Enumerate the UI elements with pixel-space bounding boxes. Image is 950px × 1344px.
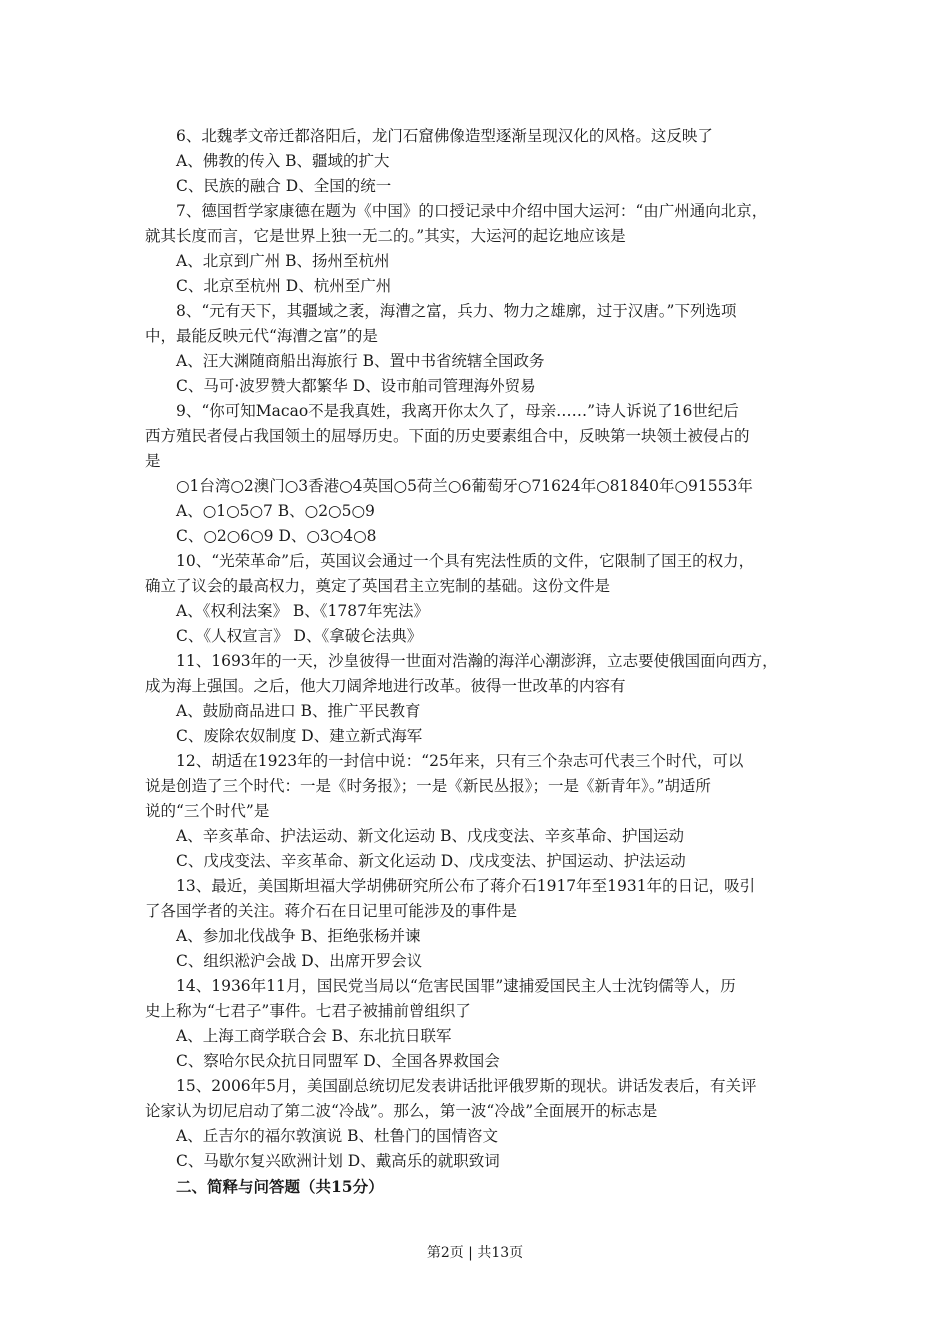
text-line: A、丘吉尔的福尔敦演说 B、杜鲁门的国情咨文: [176, 1127, 499, 1145]
text-line: A、鼓励商品进口 B、推广平民教育: [176, 702, 421, 720]
text-line: 13、最近，美国斯坦福大学胡佛研究所公布了蒋介石1917年至1931年的日记，吸引: [176, 877, 756, 895]
text-line: 14、1936年11月，国民党当局以“危害民国罪”逮捕爱国民主人士沈钧儒等人，历: [176, 977, 736, 995]
text-line: C、马可·波罗赞大都繁华 D、设市舶司管理海外贸易: [176, 377, 536, 395]
text-line: A、佛教的传入 B、疆域的扩大: [176, 152, 390, 170]
text-line: 论家认为切尼启动了第二波“冷战”。那么，第一波“冷战”全面展开的标志是: [145, 1102, 658, 1120]
text-line: C、戊戌变法、辛亥革命、新文化运动 D、戊戌变法、护国运动、护法运动: [176, 852, 686, 870]
text-line: 西方殖民者侵占我国领土的屈辱历史。下面的历史要素组合中，反映第一块领土被侵占的: [145, 427, 750, 445]
text-line: A、汪大渊随商船出海旅行 B、置中书省统辖全国政务: [176, 352, 545, 370]
text-line: A、北京到广州 B、扬州至杭州: [176, 252, 390, 270]
text-line: C、废除农奴制度 D、建立新式海军: [176, 727, 423, 745]
text-line: 是: [145, 452, 161, 470]
text-line: 8、“元有天下，其疆域之袤，海漕之富，兵力、物力之雄廓，过于汉唐。”下列选项: [176, 302, 737, 320]
text-line: 成为海上强国。之后，他大刀阔斧地进行改革。彼得一世改革的内容有: [145, 677, 626, 695]
section-heading: 二、简释与问答题（共15分）: [176, 1177, 384, 1196]
document-body: [145, 124, 815, 1199]
text-line: A、《权利法案》 B、《1787年宪法》: [176, 602, 429, 620]
text-line: 10、“光荣革命”后，英国议会通过一个具有宪法性质的文件，它限制了国王的权力，: [176, 552, 755, 570]
text-line: C、○2○6○9 D、○3○4○8: [176, 527, 377, 545]
text-line: 确立了议会的最高权力，奠定了英国君主立宪制的基础。这份文件是: [145, 577, 611, 595]
text-line: C、《人权宣言》 D、《拿破仑法典》: [176, 627, 423, 645]
text-line: A、○1○5○7 B、○2○5○9: [176, 502, 375, 520]
text-line: 7、德国哲学家康德在题为《中国》的口授记录中介绍中国大运河：“由广州通向北京，: [176, 202, 768, 220]
text-line: 9、“你可知Macao不是我真姓，我离开你太久了，母亲……”诗人诉说了16世纪后: [176, 402, 739, 420]
text-line: C、组织淞沪会战 D、出席开罗会议: [176, 952, 423, 970]
text-line: 说的“三个时代”是: [145, 802, 270, 820]
text-line: 6、北魏孝文帝迁都洛阳后，龙门石窟佛像造型逐渐呈现汉化的风格。这反映了: [176, 127, 713, 145]
text-line: 15、2006年5月，美国副总统切尼发表讲话批评俄罗斯的现状。讲话发表后，有关评: [176, 1077, 757, 1095]
text-line: 11、1693年的一天，沙皇彼得一世面对浩瀚的海洋心潮澎湃，立志要使俄国面向西方，: [176, 652, 778, 670]
text-line: 了各国学者的关注。蒋介石在日记里可能涉及的事件是: [145, 902, 518, 920]
text-line: A、辛亥革命、护法运动、新文化运动 B、戊戌变法、辛亥革命、护国运动: [176, 827, 685, 845]
text-line: C、马歇尔复兴欧洲计划 D、戴高乐的就职致词: [176, 1152, 500, 1170]
text-line: ○1台湾○2澳门○3香港○4英国○5荷兰○6葡萄牙○71624年○81840年○91553年: [176, 477, 753, 495]
text-line: C、察哈尔民众抗日同盟军 D、全国各界救国会: [176, 1052, 500, 1070]
page-footer: 第2页 | 共13页: [426, 1245, 524, 1261]
text-line: 12、胡适在1923年的一封信中说：“25年来，只有三个杂志可代表三个时代，可以: [176, 752, 744, 770]
text-line: C、北京至杭州 D、杭州至广州: [176, 277, 392, 295]
text-line: 史上称为“七君子”事件。七君子被捕前曾组织了: [145, 1002, 471, 1020]
text-line: C、民族的融合 D、全国的统一: [176, 177, 392, 195]
text-line: A、参加北伐战争 B、拒绝张杨并谏: [176, 927, 421, 945]
text-line: A、上海工商学联合会 B、东北抗日联军: [176, 1027, 452, 1045]
text-line: 中，最能反映元代“海漕之富”的是: [145, 327, 378, 345]
text-line: 说是创造了三个时代：一是《时务报》；一是《新民丛报》；一是《新青年》。”胡适所: [145, 777, 711, 795]
text-line: 就其长度而言，它是世界上独一无二的。”其实，大运河的起讫地应该是: [145, 227, 626, 245]
